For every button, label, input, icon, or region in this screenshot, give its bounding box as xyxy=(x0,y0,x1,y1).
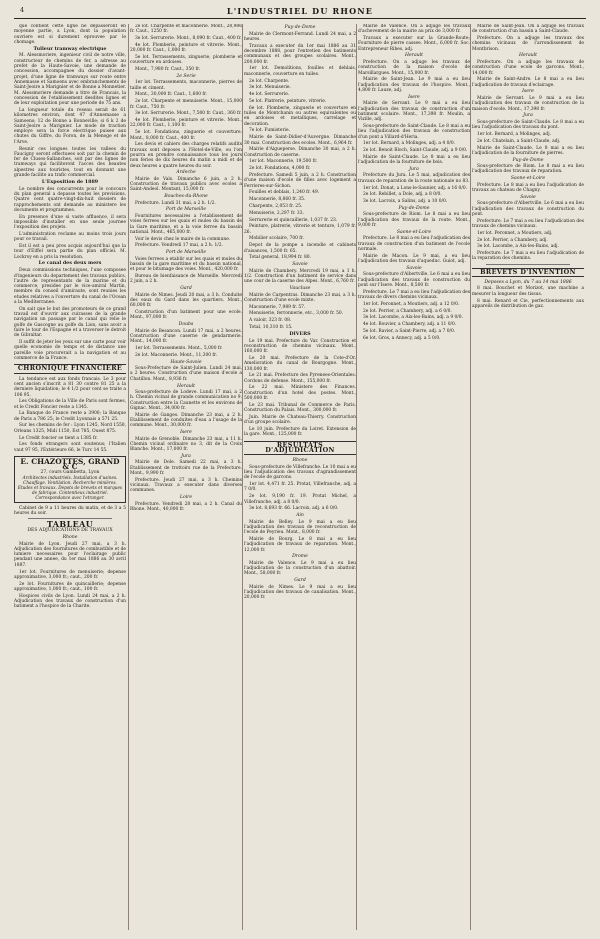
paragraph: 2e lot. Perrier, a Chambery, adj. xyxy=(477,237,548,243)
paragraph: On sait que le but des promoteurs de ce grand travail est d'ouvrir aux cuirasses de la grande navigation un passage par le canal qui relie le golfe de Gascogne au golfe du Lion, sans avoir a faire le tour de l'Espagne et a traverser le detroit de Gibraltar. xyxy=(14,306,126,339)
region-heading: Jura xyxy=(523,113,533,119)
paragraph: La Banque de France reste a 3900; la Banque de Paris a 786 25; le Credit Lyonnais a 571 25. xyxy=(14,411,126,422)
paragraph: 4e lot. Bouvier, a Chambery, adj. a 11 0/0. xyxy=(363,322,457,328)
paragraph: Mont., 30,000 fr. Caut., 1,600 fr. xyxy=(135,92,208,98)
paragraph: Mairie de Belley. Le 9 mai a eu lieu l'adjudication des travaux de reconstruction de l'ecole de Peyrieu. Mont., 8,000 fr. xyxy=(244,519,356,536)
paragraph: Sous-Prefecture de Saint-Julien. Lundi 24 mai, a 2 heures. Construction d'une maison d'ecole a Chatillon. Mont., 8,936 fr. xyxy=(130,366,242,382)
paragraph: Maconnerie, 8,860 fr. 35. xyxy=(249,197,306,203)
paragraph: L'administration reclame au moins trois jours pour ce travail. xyxy=(14,231,126,243)
paragraph: Hospices civils de Lyon. Lundi 24 mai, a 2 h. Adjudication des travaux de construction d'un batiment a l'hospice de la Charite. xyxy=(14,593,126,610)
paragraph: 5e lot. Ravier, a Saint-Pierre, adj. a 7 0/0. xyxy=(363,328,456,334)
paragraph: 1er lot. Terrassements, maconnerie, pierres de taille et ciment. xyxy=(130,80,242,91)
column-4 xyxy=(358,24,470,932)
paragraph: Le 23 mai. Tribunal de Commerce de Paris. Construction du Palais. Mont., 300,000 fr. xyxy=(244,402,356,414)
paragraph: Mairie de Bourg. Le 8 mai a eu lieu l'adjudication de travaux de reparation. Mont., 12,000 fr. xyxy=(244,536,356,553)
paragraph: Mairie de Vals. Dimanche 6 juin, a 2 h. Construction de travaux publics avec ecoles a Saint-Andeol. Montant, 15,000 fr. xyxy=(130,176,242,193)
region-heading: Saone-et-Loire xyxy=(510,176,546,182)
paragraph: Menuiserie, 2,297 fr. 33. xyxy=(249,210,304,216)
paragraph: 4e lot. Serrurerie. xyxy=(249,92,290,98)
region-heading: Jura xyxy=(181,453,191,459)
paragraph: 2e lot. Charpente et menuiserie. Mont., 15,000 fr. Caut., 750 fr. xyxy=(130,99,242,110)
paragraph: Construction d'un batiment pour une ecole. Mont., 97,000 fr. xyxy=(130,310,242,321)
paragraph: 2e lot. Perrier, a Chambery, adj. a 6 0/0. xyxy=(363,308,452,314)
paragraph: Mairie de Carpentras. Dimanche 23 mai, a 3 h. Construction d'une ecole mixte. xyxy=(244,292,356,303)
paragraph: Le nombre des concurrents pour le concours du plan general a depasse toutes les previsions. Quatre cent quatre-vingt-dix-huit dossiers de rapprochements ont demande au ministere les documents et programmes. xyxy=(14,186,126,213)
paragraph: Le 22 mai. Ministere des Finances. Construction d'un hotel des postes. Mont., 500,000 fr. xyxy=(244,385,356,402)
paragraph: Total, 10,310 fr. 15. xyxy=(249,325,293,330)
paragraph: que contient cette ligne ne depasseront en moyenne partie, a Lyon, dont la population ouvriere est si durement eprouvee par le chomage. xyxy=(14,24,126,45)
region-heading: Ain xyxy=(296,513,304,519)
paragraph: Cabinet de 9 a 11 heures du matin, et de 3 a 5 heures du soir. xyxy=(14,505,126,517)
paragraph: Prefecture du Jura. Le 5 mai, adjudication des travaux de reparation de la route nationale no 83. xyxy=(358,173,470,184)
paragraph: Fouilles et deblais, 1,240 fr. 49. xyxy=(249,190,320,196)
paragraph: Prefecture. Le 7 mai a eu lieu l'adjudication de la reparation des chemins. xyxy=(472,251,584,262)
paragraph: Le Credit foncier se tient a 1385 fr. xyxy=(19,435,98,441)
paragraph: Travaux a executer sur la Grande-Route; Fourniture de pierre cassee. Mont., 6,000 fr. Soc. Entrepreneur Ribes, adj. xyxy=(358,36,470,52)
region-heading: Loire xyxy=(179,495,193,501)
paragraph: 8 mai. Bouchet et Morizot, une machine a mesurer la longueur des tissus. xyxy=(472,286,584,297)
paragraph: 2e lot. Chatelain, a Saint-Claude, adj. xyxy=(477,138,561,144)
paragraph: Mairie de Besancon. Lundi 17 mai, a 2 heures. Construction d'une caserne de gendarmerie. Mont., 14,000 fr. xyxy=(130,328,242,345)
region-heading: Herault xyxy=(405,53,423,59)
region-heading: Gard xyxy=(294,578,306,584)
region-heading: Ardeche xyxy=(176,170,196,176)
paragraph: Les Obligations de la Ville de Paris sont fermes, et le Credit Foncier reste a 1345. xyxy=(14,399,126,410)
region-heading: Puy-de-Dome xyxy=(284,25,316,31)
paragraph: Mairie de Servant. Le 9 mai a eu lieu l'adjudication des travaux de construction d'un batiment scolaire. Mont., 17,398 fr. Moulin, a Vizille, adj. xyxy=(358,101,470,123)
paragraph: 3e lot. Serrurerie. Mont., 7,500 fr. Caut., 360 fr. xyxy=(135,111,242,117)
paragraph: Reunir ces longues toutes les vallees du Faucigny seront effectuees soit par la chemin de fer de Cluses-Sallanches, soit par des lignes de tramways qui faciliteront l'acces des beautes alpestres aux touristes, tout en donnant une grande facilite au trafic commercial. xyxy=(14,146,126,179)
paragraph: 6e lot. Gros, a Annecy, adj. a 5 0/0. xyxy=(363,335,441,341)
paragraph: Mairie de Saint-Claude. Le 8 mai a eu lieu l'adjudication de la fourniture de bois. xyxy=(358,154,470,166)
paragraph: Le 20 mai. Prefecture de la Cote-d'Or. Amelioration du canal de Bourgogne. Mont., 130,000 fr. xyxy=(244,355,356,372)
paragraph: Sous-prefecture d'Albertville. Le 6 mai a eu lieu l'adjudication des travaux de construction du pont sur l'Isere. Mont., 8,500 fr. xyxy=(358,272,470,288)
paragraph: Mairie de Saint-Claude. Le 8 mai a eu lieu l'adjudication de la fourniture de pierres. xyxy=(472,145,584,156)
brevets-subtitle: Deposes a Lyon, du 7 au 14 mai 1886 xyxy=(484,280,572,285)
paragraph: Mairie de Saint-Jean. Le 9 mai a eu lieu l'adjudication des travaux de l'hospice. Mont., 4,800 fr. Lauze, adj. xyxy=(358,77,470,93)
section-heading: DIVERS xyxy=(289,330,311,337)
resultats-adjudication-title: RESULTATS D'ADJUDICATION xyxy=(244,441,356,456)
column-divider xyxy=(470,24,471,930)
paragraph: Fournitures necessaires a l'etablissement de voies ferrees sur les quais et mules du bassin de la Gare maritime, et a la voie ferree du bassin national. Mont., 465,000 fr. xyxy=(130,213,242,235)
paragraph: 2e lot. Charpente. xyxy=(249,78,290,84)
section-heading: Le canal des deux mers xyxy=(38,260,102,267)
paragraph: Prefecture. Vendredi 17 mai, a 2 h. 1/2. xyxy=(135,243,223,249)
paragraph: Sous-prefecture de Riom. Le 8 mai a eu lieu l'adjudication des travaux de la route. Mont., 9,000 fr. xyxy=(358,212,470,229)
paragraph: 1er lot. Donat, a Lons-le-Saunier, adj. a 16 0/0. xyxy=(363,185,468,191)
paragraph: Les devis et cahiers des charges relatifs audits travaux sont deposes a l'Hotel-de-Ville, ou l'on pourra en prendre connaissance tous les jours non feries de dix heures du matin a midi et de deux heures a quatre heures du soir. xyxy=(130,142,242,169)
paragraph: Mairie de Saint-Jean. On a adjuge les travaux de construction d'un bassin a Saint-Claude. xyxy=(472,24,584,35)
paragraph: 4e lot. Plomberie, peinture et vitrerie. Mont., 22,000 fr. Caut., 1,100 fr. xyxy=(130,118,242,129)
paragraph: 8 mai. Renard et Cie, perfectionnements aux appareils de distribution de gaz. xyxy=(472,298,584,309)
masthead-title: L'INDUSTRIEL DU RHONE xyxy=(226,6,374,16)
tableau-subtitle: DES ADJUDICATIONS DE TRAVAUX xyxy=(27,527,113,533)
paragraph: 5e lot. Platrerie, peinture, vitrerie. xyxy=(249,98,327,104)
paragraph: 7e lot. Fumisterie. xyxy=(249,128,290,134)
region-heading: Haute-Savoie xyxy=(170,359,202,365)
paragraph: Les fonds etrangers sont soutenus; l'Italien vaut 97 95, l'Extérieure 66, le Turc 14 55. xyxy=(14,442,126,453)
ad-services: Architectes industriels. Installation d'usines. Chauffage. Ventilation. Recherche minières. Etudes et travaux. Depots de brevets et marques de fabrique. Contentieux industriel. Correspondance avec l'etranger. xyxy=(17,474,123,500)
region-heading: Gard xyxy=(180,286,192,292)
paragraph: 2e lot. Benoit Bloch, Saint-Claude, adj. a 9 0/0. xyxy=(363,148,468,154)
paragraph: Mont., 7,980 fr. Caut., 350 fr. xyxy=(135,67,201,73)
page-header xyxy=(14,6,586,18)
paragraph: Mairie de Saint-Didier-d'Auvergne. Dimanche 30 mai. Construction des ecoles. Mont., 6,964 fr. xyxy=(244,135,356,146)
paragraph: Mairie de Valence. Le 9 mai a eu lieu l'adjudication de la construction d'un abattoir. Mont., 58,000 fr. xyxy=(244,560,356,577)
paragraph: Prefecture. Le 8 mai a eu lieu l'adjudication de travaux au chateau de Chagny. xyxy=(472,182,584,193)
paragraph: Le 19 mai. Prefecture du Var. Construction et reconstruction de chemins vicinaux. Mont., 160,000 fr. xyxy=(244,338,356,355)
paragraph: 2e lot. Fondations, 4,000 fr. xyxy=(249,166,311,172)
region-heading: Herault xyxy=(177,383,195,389)
section-heading: L'Exposition de 1889 xyxy=(41,178,99,185)
paragraph: Mairie de Dole. Samedi 22 mai, a 3 h. Etablissement de trottoirs rue de la Prefecture. Mont., 9,990 fr. xyxy=(130,460,242,477)
paragraph: Mairie de Nimes. Le 9 mai a eu lieu l'adjudication des travaux de canalisation. Mont., 20,000 fr. xyxy=(244,584,356,601)
paragraph: Sous-prefecture d'Albertville. Le 6 mai a eu lieu l'adjudication des travaux de construction du pont. xyxy=(472,201,584,217)
section-heading: Tulleur tramway electrique xyxy=(33,45,107,52)
chronique-financiere-title: CHRONIQUE FINANCIERE xyxy=(14,364,126,373)
paragraph: 3e lot. Lacombe, a Aix-les-Bains, adj. a 9 0/0. xyxy=(363,315,463,321)
paragraph: Total general, 18,994 fr. 80. xyxy=(249,255,311,261)
paragraph: Prefecture. Lundi 31 mai, a 2 h. 1/2. xyxy=(135,200,216,206)
series-heading: 2e Serie xyxy=(176,73,196,79)
paragraph: Charpente, 2,053 fr. 25. xyxy=(249,203,303,209)
region-heading: Puy-de-Dome xyxy=(512,157,544,163)
ad-address: 27, cours Gambetta, Lyon xyxy=(40,469,100,475)
paragraph: Peinture, platrerie, vitrerie et tenture, 1,079 fr. 26. xyxy=(244,224,356,235)
paragraph: Sous-prefecture de Lodeve. Lundi 17 mai, a 2 h. Chemin vicinal de grande communication no 9. Construction entre la Caunette et les environs de Gignac. Mont., 34,000 fr. xyxy=(130,390,242,411)
paragraph: En presence d'une si vaste affluence, il sera impossible d'installer en une seule journee l'exposition des projets. xyxy=(14,214,126,231)
paragraph: 4e lot. Plomberie, peinture et vitrerie. Mont., 20,000 fr. Caut., 1,000 fr. xyxy=(130,42,242,54)
header-rule xyxy=(14,18,586,19)
paragraph: 3e lot. Lacroix, a Salins, adj. a 10 0/0. xyxy=(363,199,448,205)
column-2 xyxy=(130,24,242,932)
region-heading: Drome xyxy=(292,554,308,560)
paragraph: Prefecture. Le 8 mai a eu lieu l'adjudication des travaux de construction d'un batiment de l'ecole normale. xyxy=(358,236,470,252)
paragraph: Mairie de Servant. Le 9 mai a eu lieu l'adjudication des travaux de construction de la maison d'ecole. Mont., 17,398 fr. xyxy=(472,95,584,112)
paragraph: 1er lot. Maconnerie, 19,500 fr. xyxy=(249,159,318,165)
paragraph: Mairie de Macon. Le 9 mai, a eu lieu l'adjudication des travaux d'aqueduc. Guiot, adj. xyxy=(358,253,470,265)
region-heading: Rhone xyxy=(292,458,308,464)
region-heading: Doubs xyxy=(178,322,194,328)
paragraph: 1er lot. Demolitions, fouilles et deblais, maconnerie, couverture en tuiles. xyxy=(244,66,356,77)
paragraph: 1er lot. Terrassements. Mont., 5,000 fr. xyxy=(135,346,223,352)
sub-heading: Port de Marseille xyxy=(165,207,207,213)
region-heading: Savoie xyxy=(406,265,422,271)
paragraph: Mairie de Chambery. Mercredi 19 mai, a 1 h. 1/2. Construction d'un batiment de service dans une cour de la caserne des Alpes. Mont., 6,760 fr. xyxy=(244,268,356,285)
region-heading: Savoie xyxy=(520,194,536,200)
paragraph: Voies ferrees a etablir sur les quais et mules du bassin de la gare maritime et du bassin national, et pour le bitumage des voies. Mont., 420,000 fr. xyxy=(130,256,242,273)
paragraph: 3e lot. Serrurerie. Mont., 8,090 fr. Caut., 400 fr. xyxy=(135,36,242,42)
paragraph: Juin. Mairie de Chateau-Thierry. Construction d'un groupe scolaire. xyxy=(244,414,356,426)
paragraph: 2e lot. Maconnerie. Mont., 11,300 fr. xyxy=(135,352,218,358)
column-divider xyxy=(128,24,129,930)
paragraph: Il suffit de jeter les yeux sur une carte pour voir quelle economie de temps et de distance une pareille voie procurerait a la navigation et au commerce de la France. xyxy=(14,340,126,362)
paragraph: 5e lot. Terrassements, zinguerie, plomberie et couverture en ardoises. xyxy=(130,54,242,66)
paragraph: Sous-prefecture de Saint-Claude. Le 8 mai a eu lieu l'adjudication des travaux de construction d'un pont a Villard-d'Heria. xyxy=(358,123,470,140)
paragraph: Mairie de Grenoble. Dimanche 23 mai, a 11 h. Chemin vicinal ordinaire no 3, dit de la Croix Blanche. Mont., 17,000 fr. xyxy=(130,436,242,453)
paragraph: 2e lot. 9,190 fr. 19. Protat Michel, a Villefranche, adj. a 8 0/0. xyxy=(244,494,356,505)
paragraph: 1er lot. Fournitures de menuiserie; depense approximative, 3,000 fr.; caut., 200 fr. xyxy=(14,569,126,580)
paragraph: 1er lot. 4,471 fr. 25. Protat, Villefranche, adj. a 7 0/0. xyxy=(244,482,356,493)
region-heading: Isere xyxy=(522,89,534,95)
paragraph: 1er lot. Peronnet, a Moutiers, adj. xyxy=(477,230,553,236)
column-3 xyxy=(244,24,356,932)
paragraph: 1er lot. Bernard, a Molinges, adj. a 4 0/0. xyxy=(363,141,456,147)
paragraph: Mairie de Clermont-Ferrand. Lundi 24 mai, a 2 heures. xyxy=(244,31,356,42)
page-number: 4 xyxy=(20,6,25,14)
region-heading: Bouches-du-Rhone xyxy=(164,194,208,200)
paragraph: Prefecture. Vendredi 28 mai, a 2 h. Canal du Rhone. Mont., 40,000 fr. xyxy=(130,501,242,512)
region-heading: Savoie xyxy=(292,262,308,268)
paragraph: 1er lot. Bernard, a Molinges, adj. xyxy=(477,131,551,137)
advertisement-box xyxy=(14,456,126,503)
paragraph: Prefecture. Jeudi 27 mai, a 3 h. Chemins vicinaux. Travaux a executer dans diverses communes. xyxy=(130,477,242,494)
paragraph: Sur les chemins de fer : Lyon 1245, Nord 1550, Orleans 1325, Midi 1150, Est 785, Ouest 875. xyxy=(14,423,126,434)
paragraph: Sous-prefecture de Villefranche. Le 10 mai a eu lieu l'adjudication des travaux d'agrandissement de l'ecole de garcons. xyxy=(244,464,356,481)
paragraph: La tendance est aux fonds francais. Le 3 pour cent ancien s'inscrit a 81 30 contre 81 25 a la derniere liquidation; le 4 1/2 pour cent se traite a 106 95. xyxy=(14,376,126,398)
paragraph: Prefecture. On a adjuge les travaux de construction de la maison d'ecole de Marsillargues. Mont., 15,000 fr. xyxy=(358,59,470,76)
paragraph: Prefecture. Le 7 mai a eu lieu l'adjudication des travaux de divers chemins vicinaux. xyxy=(358,289,470,300)
paragraph: Prefecture. On a adjuge les travaux des chemins vicinaux de l'arrondissement de Montbrison. xyxy=(472,36,584,52)
sub-heading: Port de Marseille xyxy=(165,250,207,256)
paragraph: Bureau de bienfaisance de Marseille. Mercredi 2 juin, a 2 h. xyxy=(130,274,242,285)
region-heading: Herault xyxy=(519,53,537,59)
paragraph: Serrurerie et quincaillerie, 1,037 fr. 23. xyxy=(249,217,338,223)
ad-company-name: E. CHAZOTTES, GRAND & C xyxy=(20,456,120,472)
paragraph: Prefecture. On a adjuge les travaux de construction d'une ecole de garcons. Mont., 14,000 fr. xyxy=(472,59,584,76)
paragraph: 1er lot. Peronnet, a Moutiers, adj. a 12 0/0. xyxy=(363,301,460,307)
paragraph: 3e lot. 8,693 fr. 66. Lacroix, adj. a 6 0/0. xyxy=(249,506,339,512)
paragraph: Voir le devis chez le maire de la commune. xyxy=(135,236,231,242)
region-heading: Vaucluse xyxy=(289,286,311,292)
paragraph: 2e lot. Rebillet, a Dole, adj. a 8 0/0. xyxy=(363,192,442,198)
region-heading: Isere xyxy=(180,430,192,436)
paragraph: Sous-prefecture de Saint-Claude. Le 8 mai a eu lieu l'adjudication des travaux du pont. xyxy=(472,119,584,131)
paragraph: Travaux a executer du 1er mai 1886 au 31 decembre 1888, pour l'entretien des batiments communaux et des groupes scolaires. Mont., 200,000 fr. xyxy=(244,43,356,65)
paragraph: 3e lot. Lacombe, a Aix-les-Bains, adj. xyxy=(477,244,559,250)
paragraph: Prefecture. Samedi 5 juin, a 2 h. Construction d'une maison d'ecole de filles avec logement a Ferrieres-sur-Sichon. xyxy=(244,173,356,189)
tableau-title: TABLEAU xyxy=(46,519,94,530)
region-heading: Jura xyxy=(409,167,419,172)
paragraph: 5e lot. Fondations, zinguerie et couverture. Mont., 8,000 fr. Caut., 400 fr. xyxy=(130,130,242,141)
column-1 xyxy=(14,24,126,932)
paragraph: 6e lot. Plomberie, zinguerie et couverture en tuiles de Montchanin ou autres equivalentes ou en ardoises et metalliques, carrelage et decoration. xyxy=(244,105,356,127)
paragraph: 2e lot. Fournitures de quincaillerie; depense approximative, 1,000 fr.; caut., 100 fr. xyxy=(14,581,126,592)
paragraph: Mairie de Valence. On a adjuge les travaux d'achevement de la mairie au prix de 3,000 fr. xyxy=(358,24,470,35)
region-heading: Puy-de-Dome xyxy=(398,205,430,211)
paragraph: Deux commissions techniques, l'une composee d'ingenieurs du departement des travaux publics, l'autre de representants de la marine et du commerce, presidee par le vice-amiral Martin, membre du conseil d'amiraute, sont reunies les etudes relatives a l'ouverture du canal de l'Ocean a la Mediterranee. xyxy=(14,268,126,306)
paragraph: Mobilier scolaire, 700 fr. xyxy=(249,236,304,242)
paragraph: Depot de la pompe a incendie et cabinets d'aisances, 1,500 fr. 65. xyxy=(244,243,356,254)
paragraph: Est il est a peu pres acquis aujourd'hui que la tour d'Eiffel sera partie du plan officiel. M. Lockroy en a pris la resolution. xyxy=(14,244,126,260)
paragraph: Maconnerie, 7,989 fr. 57. xyxy=(249,304,306,310)
region-heading: Isere xyxy=(408,94,420,100)
paragraph: Sous-prefecture de Riom. Le 8 mai a eu lieu l'adjudication des travaux de reparation. xyxy=(472,164,584,175)
brevets-title: BREVETS D'INVENTION xyxy=(472,268,584,277)
paragraph: 3e lot. Menuiserie. xyxy=(249,85,291,91)
region-heading: Saone-et-Loire xyxy=(396,229,432,235)
column-divider xyxy=(356,24,357,930)
paragraph: 2e lot. Charpente et maconnerie. Mont., 28,986 fr. Caut., 1250 fr. xyxy=(130,24,242,35)
column-5 xyxy=(472,24,584,932)
divider xyxy=(486,264,570,265)
column-divider xyxy=(242,24,243,930)
paragraph: Mairie de Ganges. Dimanche 23 mai, a 2 h. Etablissement de conduites d'eau a l'usage de la commune. Mont., 30,000 fr. xyxy=(130,412,242,429)
paragraph: Mairie de Nimes. Jeudi 20 mai, a 3 h. Conduite des eaux du Gard dans les quartiers. Mont., 60,000 fr. xyxy=(130,292,242,309)
paragraph: Prefecture. Le 7 mai a eu lieu l'adjudication des travaux de chemins vicinaux. xyxy=(472,218,584,229)
paragraph: Le 21 mai. Prefecture des Pyrenees-Orientales. Cordons de defense. Mont., 155,000 fr. xyxy=(244,373,356,384)
paragraph: M. Alessmoriere, ingenieur civil de notre ville, constructeur de chemins de fer, a adresse au prefet de la Haute-Savoie, une demande de concession, accompagnee du dossier d'avant-projet, d'une ligne de tramways sur route entre Annemasse et Samoens avec embranchements de Saint-Jeoire a Marignier et de Bonne a Monnetier. M. Alessmoriere demande a titre de Francais, la concession de l'etablissement desdites lignes et de leur exploitation pour une periode de 75 ans. xyxy=(14,53,126,107)
paragraph: Mairie d'Aigueperse. Dimanche 30 mai, a 2 h. Construction de caserne. xyxy=(244,147,356,158)
paragraph: Menuiserie, ferronnerie, etc., 3,000 fr. 50. xyxy=(249,311,344,317)
paragraph: Le 10 juin. Prefecture du Loiret. Extension de la gare. Mont., 125,000 fr. xyxy=(244,427,356,438)
region-heading: Rhone xyxy=(62,535,78,541)
paragraph: La longueur totale du reseau serait de 61 kilometres environ, dont 47 d'Annemasse a Samoens; 12 de Bonne a Bonneville; si 6 k 2 de Saint-Jeoire a Marignier. Le mode de traction employe sera la force electrique puisee aux chutes du Giffre, du Foron, de la Menoge et de l'Arve. xyxy=(14,107,126,145)
paragraph: Mairie de Saint-Andre. Le 8 mai a eu lieu l'adjudication de travaux d'eclairage. xyxy=(472,77,584,88)
paragraph: A valoir, 323 fr. 08. xyxy=(249,318,292,324)
paragraph: Mairie de Lyon. Jeudi 27 mai, a 3 h. Adjudication des fournitures de combustible et de lumiere necessaires pour l'eclairage public pendant une annee, du 1er mai 1886 au 30 avril 1887. xyxy=(14,541,126,568)
